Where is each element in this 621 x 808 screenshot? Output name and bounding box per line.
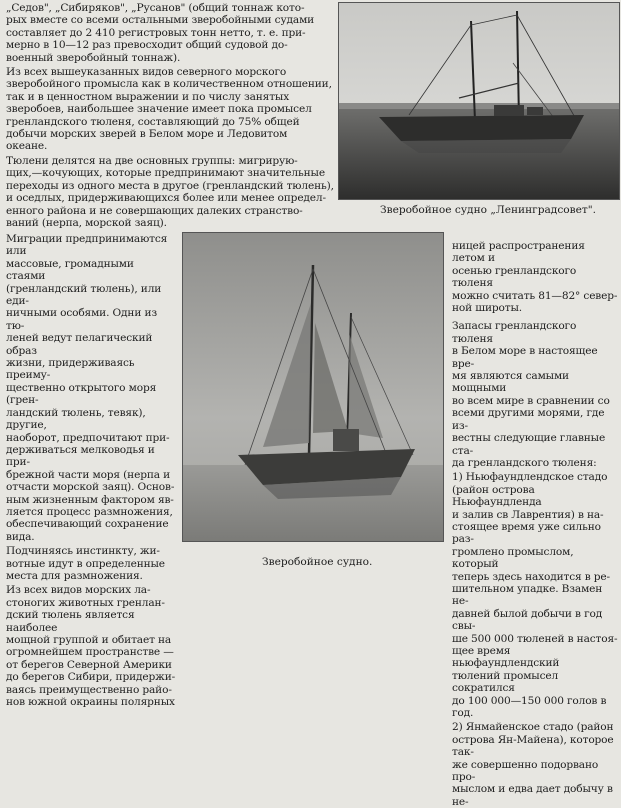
left-top-text	[6, 2, 336, 229]
photo-ship-leningradsovet	[338, 2, 620, 200]
right-paragraph-3: 1) Ньюфаундлендское стадо (район острова Ньюфаундленда и залив св Лаврентия) в на- стоящее время уже сильно раз- громлено промыслом, который теперь здесь находится в ре- шительном упадке. Взамен не- давней былой добычи в год свы- ше 500 000 тюленей в настоя- щее время ньюфаундлендский тюлений промысел сократился до 100 000—150 000 голов в год.	[452, 471, 618, 720]
right-paragraph-2: Запасы гренландского тюленя в Белом море в настоящее вре- мя являются самыми мощными во всем мире в сравнении со всеми другими морями, где из- вестны следующие главные ста- да гренландского тюленя:	[452, 320, 610, 469]
right-paragraph-4: 2) Янмайенское стадо (район острова Ян-Майена), которое так- же совершенно подорвано про- мыслом и едва дает добычу в не-	[452, 721, 614, 808]
paragraph-2: Из всех вышеуказанных видов северного морского зверобойного промысла как в количественном отношении, так и в ценностном выражении и по числу занятых зверобоев, наибольшее значение имеет пока промысел гренландского тюленя, составляющий до 75% общей добычи морских зверей в Белом море и Ледовитом океане.	[6, 66, 332, 153]
paragraph-4: Миграции предпринимаются или массовые, громадными стаями (гренландский тюлень), или еди- ничными особями. Одни из тю- леней ведут пелагический образ жизни, придерживаясь преиму- щественно открытого моря (грен- ландский тюлень, тевяк), другие, наоборот, предпочитают при- держиваться мелководья и при- брежной части моря (нерпа и отчасти морской заяц). Основ- ным жизненным фактором яв- ляется процесс размножения, обеспечивающий сохранение вида.	[6, 233, 175, 543]
right-paragraph-1: ницей распространения летом и осенью гренландского тюленя можно считать 81—82° север- ной широты.	[452, 240, 618, 315]
paragraph-5: Подчиняясь инстинкту, жи- вотные идут в определенные места для размножения.	[6, 545, 165, 582]
caption-photo-2: Зверобойное судно.	[262, 556, 373, 568]
left-narrow-text	[6, 233, 176, 708]
caption-photo-1: Зверобойное судно „Ленинградсовет".	[380, 204, 596, 216]
paragraph-3: Тюлени делятся на две основных группы: мигрирую- щих,—кочующих, которые предпринимают значительные переходы из одного места в другое (гренландский тюлень), и оседлых, придерживающихся более или менее определ- енного района и не совершающих далеких странство- ваний (нерпа, морской заяц).	[6, 154, 334, 229]
paragraph-6: Из всех видов морских ла- стоногих животных гренлан- дский тюлень является наиболее мощной группой и обитает на огромнейшем пространстве — от берегов Северной Америки до берегов Сибири, придержи- ваясь преимущественно райо- нов южной окраины полярных	[6, 584, 176, 709]
right-narrow-text	[452, 240, 618, 808]
photo-sealing-ship	[182, 232, 444, 542]
paragraph-1: „Седов", „Сибиряков", „Русанов" (общий тоннаж кото- рых вместе со всеми остальными зверобойными судами составляет до 2 410 регистровых тонн нетто, т. е. при- мерно в 10—12 раз превосходит общий судовой до- военный зверобойный тоннаж).	[6, 2, 315, 64]
